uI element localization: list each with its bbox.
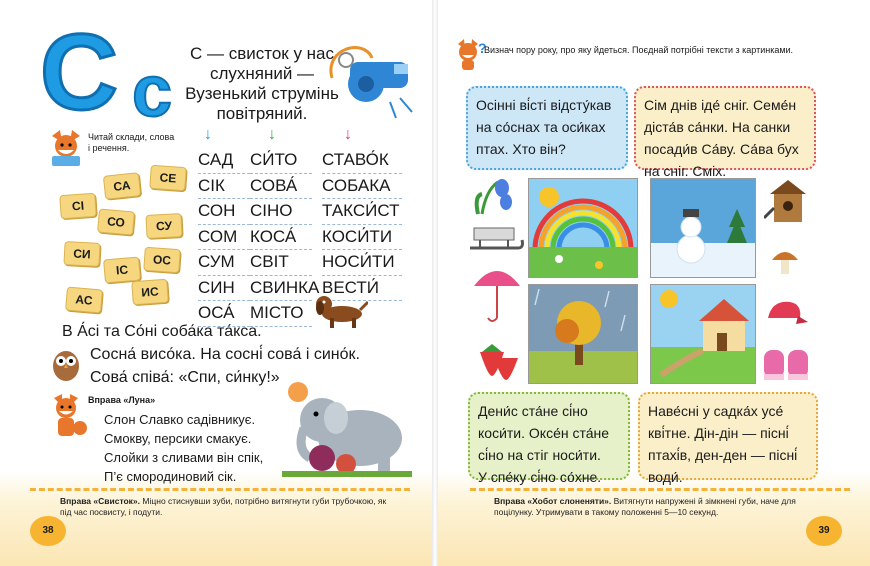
sentence: Сосна́ висо́ка. На сосні́ сова́ і сино́к. xyxy=(90,346,360,363)
word: СОВА́ xyxy=(250,174,312,200)
exercise-title: Вправа «Луна» xyxy=(88,395,156,405)
word: КОСА́ xyxy=(250,225,312,251)
box-line: посади́в Са́ву. Са́ва бух xyxy=(644,141,799,157)
exercise-label: Вправа «Хобот слоненяти». xyxy=(494,496,612,506)
box-line: Наве́сні у садка́х усе́ xyxy=(648,403,784,419)
poem-line: Вузенький струмінь xyxy=(185,84,339,103)
elephant-icon xyxy=(282,378,412,478)
poem-line: Слон Славко садівникує. xyxy=(104,412,256,427)
word-column-2 xyxy=(250,148,320,327)
spring-house-picture xyxy=(650,284,756,384)
syllable-card: АС xyxy=(65,286,103,313)
word: СВИНКА xyxy=(250,276,312,302)
poem-line: Слойки з сливами він спік, xyxy=(104,450,264,465)
box-line: птах. Хто він? xyxy=(476,141,566,157)
syllable-card: СА xyxy=(103,172,141,200)
mittens-icon xyxy=(762,344,812,384)
strawberry-icon xyxy=(472,340,522,382)
exercise-label: Вправа «Свисток». xyxy=(60,496,141,506)
arrow-down-icon: ↓ xyxy=(344,126,352,143)
box-line: Сім днів іде́ сніг. Семе́н xyxy=(644,97,797,113)
syllable-card: СІ xyxy=(59,193,97,219)
box-line: діста́в са́нки. На санки xyxy=(644,119,791,135)
big-letter-upper: С xyxy=(40,11,118,132)
page-number: 39 xyxy=(806,516,842,546)
text-box-autumn xyxy=(466,86,628,170)
arrow-down-icon: ↓ xyxy=(268,126,276,143)
bottom-exercise-right xyxy=(494,496,814,518)
winter-picture xyxy=(650,178,756,278)
word: ТАКСИ́СТ xyxy=(322,199,402,225)
syllable-card: СУ xyxy=(145,213,182,239)
task-instruction: Визнач пору року, про яку йдеться. Поєднай потрібні тексти з картинками. xyxy=(484,45,794,55)
word: МІСТО xyxy=(250,301,312,327)
spring-picture xyxy=(528,178,638,278)
read-instruction: Читай склади, слова і речення. xyxy=(88,132,175,153)
word-column-1 xyxy=(198,148,250,327)
word: САД xyxy=(198,148,250,174)
whistle-icon xyxy=(324,38,416,122)
exercise-text: Міцно стиснувши зуби, потрібно витягнути губи трубочкою, як під час посвисту, і подути. xyxy=(60,496,387,517)
text-box-summer xyxy=(468,392,630,485)
umbrella-icon xyxy=(472,262,522,324)
poem-line: Смокву, персики смакує. xyxy=(104,431,252,446)
syllable-card: ІС xyxy=(103,256,141,283)
luna-poem xyxy=(104,410,263,486)
sentence: В А́сі та Со́ні соба́ка та́кса. xyxy=(62,323,262,340)
box-line: на со́снах та оси́ках xyxy=(476,119,606,135)
bottom-exercise-left xyxy=(60,496,400,518)
word: СВІТ xyxy=(250,250,312,276)
word: ВЕСТИ́ xyxy=(322,276,402,302)
box-line: води́. xyxy=(648,469,683,485)
cap-icon xyxy=(762,296,808,332)
birdhouse-icon xyxy=(764,178,812,228)
box-line: Осінні ві́сті відсту́кав xyxy=(476,97,612,113)
syllable-card: ОС xyxy=(143,247,181,273)
poem-line: слухняний — xyxy=(209,64,315,83)
word: СУМ xyxy=(198,250,250,276)
syllable-card: СИ xyxy=(63,241,100,267)
box-line: коси́ти. Оксе́н ста́не xyxy=(478,425,610,441)
question-icon: ? xyxy=(478,40,487,56)
word: ОСА́ xyxy=(198,301,250,327)
fox-icon xyxy=(46,128,86,168)
word: СИ́ТО xyxy=(250,148,312,174)
word: СОН xyxy=(198,199,250,225)
word: СІНО xyxy=(250,199,312,225)
word: СОМ xyxy=(198,225,250,251)
exercise-text: Витягнути напружені й зімкнені губи, наче для поцілунку. Утримувати в такому положенні 5—10 секунд. xyxy=(494,496,796,517)
fox-icon xyxy=(48,392,92,440)
word: СИН xyxy=(198,276,250,302)
syllable-card: ИС xyxy=(131,279,169,305)
box-line: на сніг. Сміх. xyxy=(644,163,727,179)
word: СОБАКА xyxy=(322,174,402,200)
page-number: 38 xyxy=(30,516,66,546)
syllable-card: СЕ xyxy=(149,165,187,191)
text-box-spring xyxy=(638,392,818,485)
sentence: Сова́ співа́: «Спи, си́нку!» xyxy=(90,369,280,386)
word: СІК xyxy=(198,174,250,200)
box-line: Дени́с ста́не сі́но xyxy=(478,403,588,419)
big-letter-lower: с xyxy=(132,52,173,132)
sled-icon xyxy=(466,222,524,256)
box-line: птахі́в, ден-ден — пісні́ xyxy=(648,447,798,463)
syllable-card: СО xyxy=(97,208,135,235)
autumn-picture xyxy=(528,284,638,384)
word: НОСИ́ТИ xyxy=(322,250,402,276)
poem-line: повітряний. xyxy=(216,104,308,123)
box-line: У спе́ку сі́но со́хне. xyxy=(478,469,602,485)
bellflower-icon xyxy=(472,176,518,216)
word-column-3 xyxy=(322,148,402,301)
box-line: кві́тне. Дін-дін — пісні́ xyxy=(648,425,789,441)
arrow-down-icon: ↓ xyxy=(204,126,212,143)
word: СТАВО́К xyxy=(322,148,402,174)
text-box-winter xyxy=(634,86,816,179)
word: КОСИ́ТИ xyxy=(322,225,402,251)
poem-line: С — свисток у нас xyxy=(189,44,335,63)
mushroom-icon xyxy=(770,246,800,278)
box-line: сі́но на стіг носи́ти. xyxy=(478,447,601,463)
poem-line: П’є смородиновий сік. xyxy=(104,469,237,484)
